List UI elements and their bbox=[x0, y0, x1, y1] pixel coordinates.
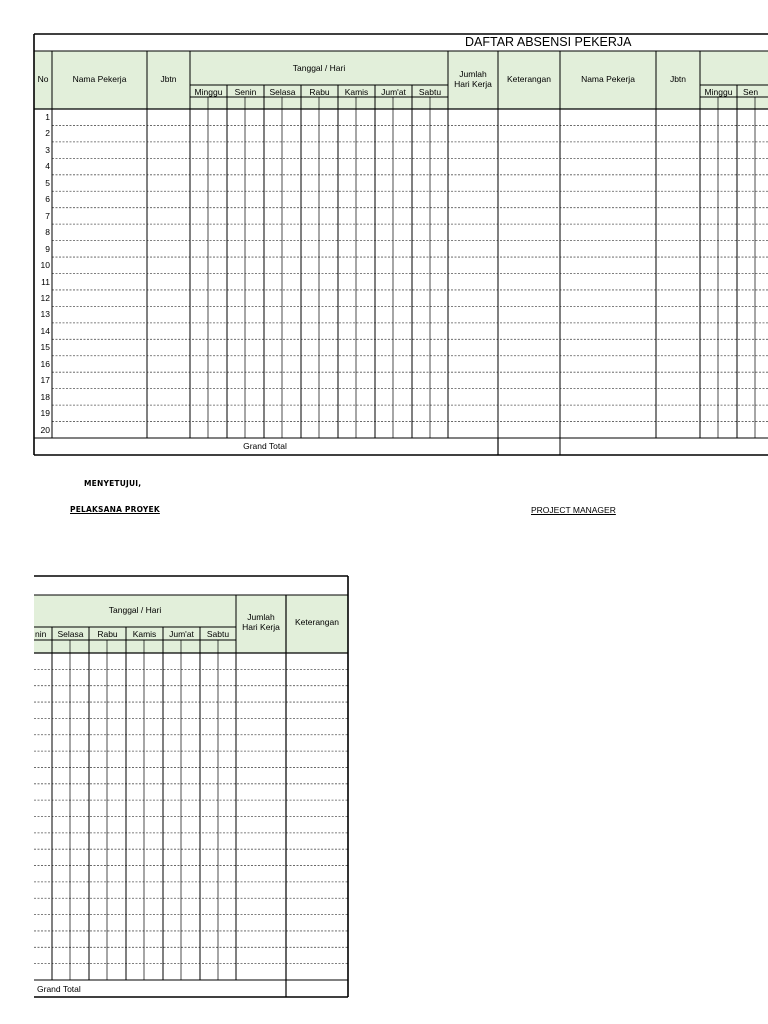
lower-header-jumlah-line1: Jumlah bbox=[247, 612, 275, 622]
lower-day-kamis: Kamis bbox=[132, 629, 157, 639]
day-minggu: Minggu bbox=[194, 87, 223, 97]
header-jabatan-2: Jbtn bbox=[669, 74, 687, 84]
row-number: 3 bbox=[45, 144, 50, 155]
row-number: 15 bbox=[40, 342, 50, 353]
day-senin-2-partial: Sen bbox=[743, 87, 759, 97]
row-number: 16 bbox=[40, 358, 50, 369]
row-number: 20 bbox=[40, 424, 50, 435]
row-number: 10 bbox=[40, 260, 50, 271]
header-nama-pekerja-2: Nama Pekerja bbox=[581, 74, 635, 84]
row-number: 12 bbox=[40, 292, 50, 303]
day-senin: Senin bbox=[234, 87, 257, 97]
row-number: 1 bbox=[45, 112, 50, 122]
header-tanggal-hari: Tanggal / Hari bbox=[292, 63, 346, 73]
row-number: 18 bbox=[40, 391, 50, 402]
day-sabtu: Sabtu bbox=[418, 87, 442, 97]
row-number: 8 bbox=[45, 227, 50, 238]
row-number: 17 bbox=[40, 375, 50, 386]
row-number: 4 bbox=[45, 161, 50, 172]
row-number: 13 bbox=[40, 309, 50, 320]
lower-day-sabtu: Sabtu bbox=[206, 629, 230, 639]
header-nama-pekerja: Nama Pekerja bbox=[72, 74, 127, 84]
lower-day-senin-partial: nin bbox=[35, 629, 47, 639]
day-jumat: Jum'at bbox=[381, 87, 406, 97]
header-keterangan: Keterangan bbox=[507, 74, 551, 84]
header-jumlah-line1: Jumlah bbox=[459, 69, 487, 79]
row-number: 2 bbox=[45, 128, 50, 139]
day-rabu: Rabu bbox=[309, 87, 330, 97]
row-number: 9 bbox=[45, 243, 50, 254]
lower-header-tanggal-hari: Tanggal / Hari bbox=[108, 605, 162, 615]
row-number: 14 bbox=[40, 325, 50, 336]
manager-signature-label: PROJECT MANAGER bbox=[531, 505, 616, 515]
day-selasa: Selasa bbox=[269, 87, 296, 97]
header-no: No bbox=[37, 74, 49, 84]
lower-header-jumlah-line2: Hari Kerja bbox=[242, 622, 280, 632]
lower-day-selasa: Selasa bbox=[57, 629, 84, 639]
lower-day-rabu: Rabu bbox=[97, 629, 118, 639]
approval-label: MENYETUJUI, bbox=[84, 479, 142, 488]
row-number: 7 bbox=[45, 210, 50, 221]
row-number: 6 bbox=[45, 194, 50, 205]
lower-day-jumat: Jum'at bbox=[169, 629, 194, 639]
day-minggu-2: Minggu bbox=[704, 87, 733, 97]
lower-header-keterangan: Keterangan bbox=[295, 617, 339, 627]
row-number: 11 bbox=[41, 276, 50, 287]
row-number: 19 bbox=[40, 408, 50, 419]
header-jabatan: Jbtn bbox=[160, 74, 177, 84]
header-jumlah-line2: Hari Kerja bbox=[454, 79, 492, 89]
sheet-title: DAFTAR ABSENSI PEKERJA bbox=[465, 35, 632, 49]
row-number: 5 bbox=[45, 177, 50, 188]
day-kamis: Kamis bbox=[344, 87, 369, 97]
grand-total-lower: Grand Total bbox=[37, 984, 81, 994]
executor-signature-label: PELAKSANA PROYEK bbox=[70, 505, 160, 514]
grand-total-upper: Grand Total bbox=[243, 441, 287, 451]
